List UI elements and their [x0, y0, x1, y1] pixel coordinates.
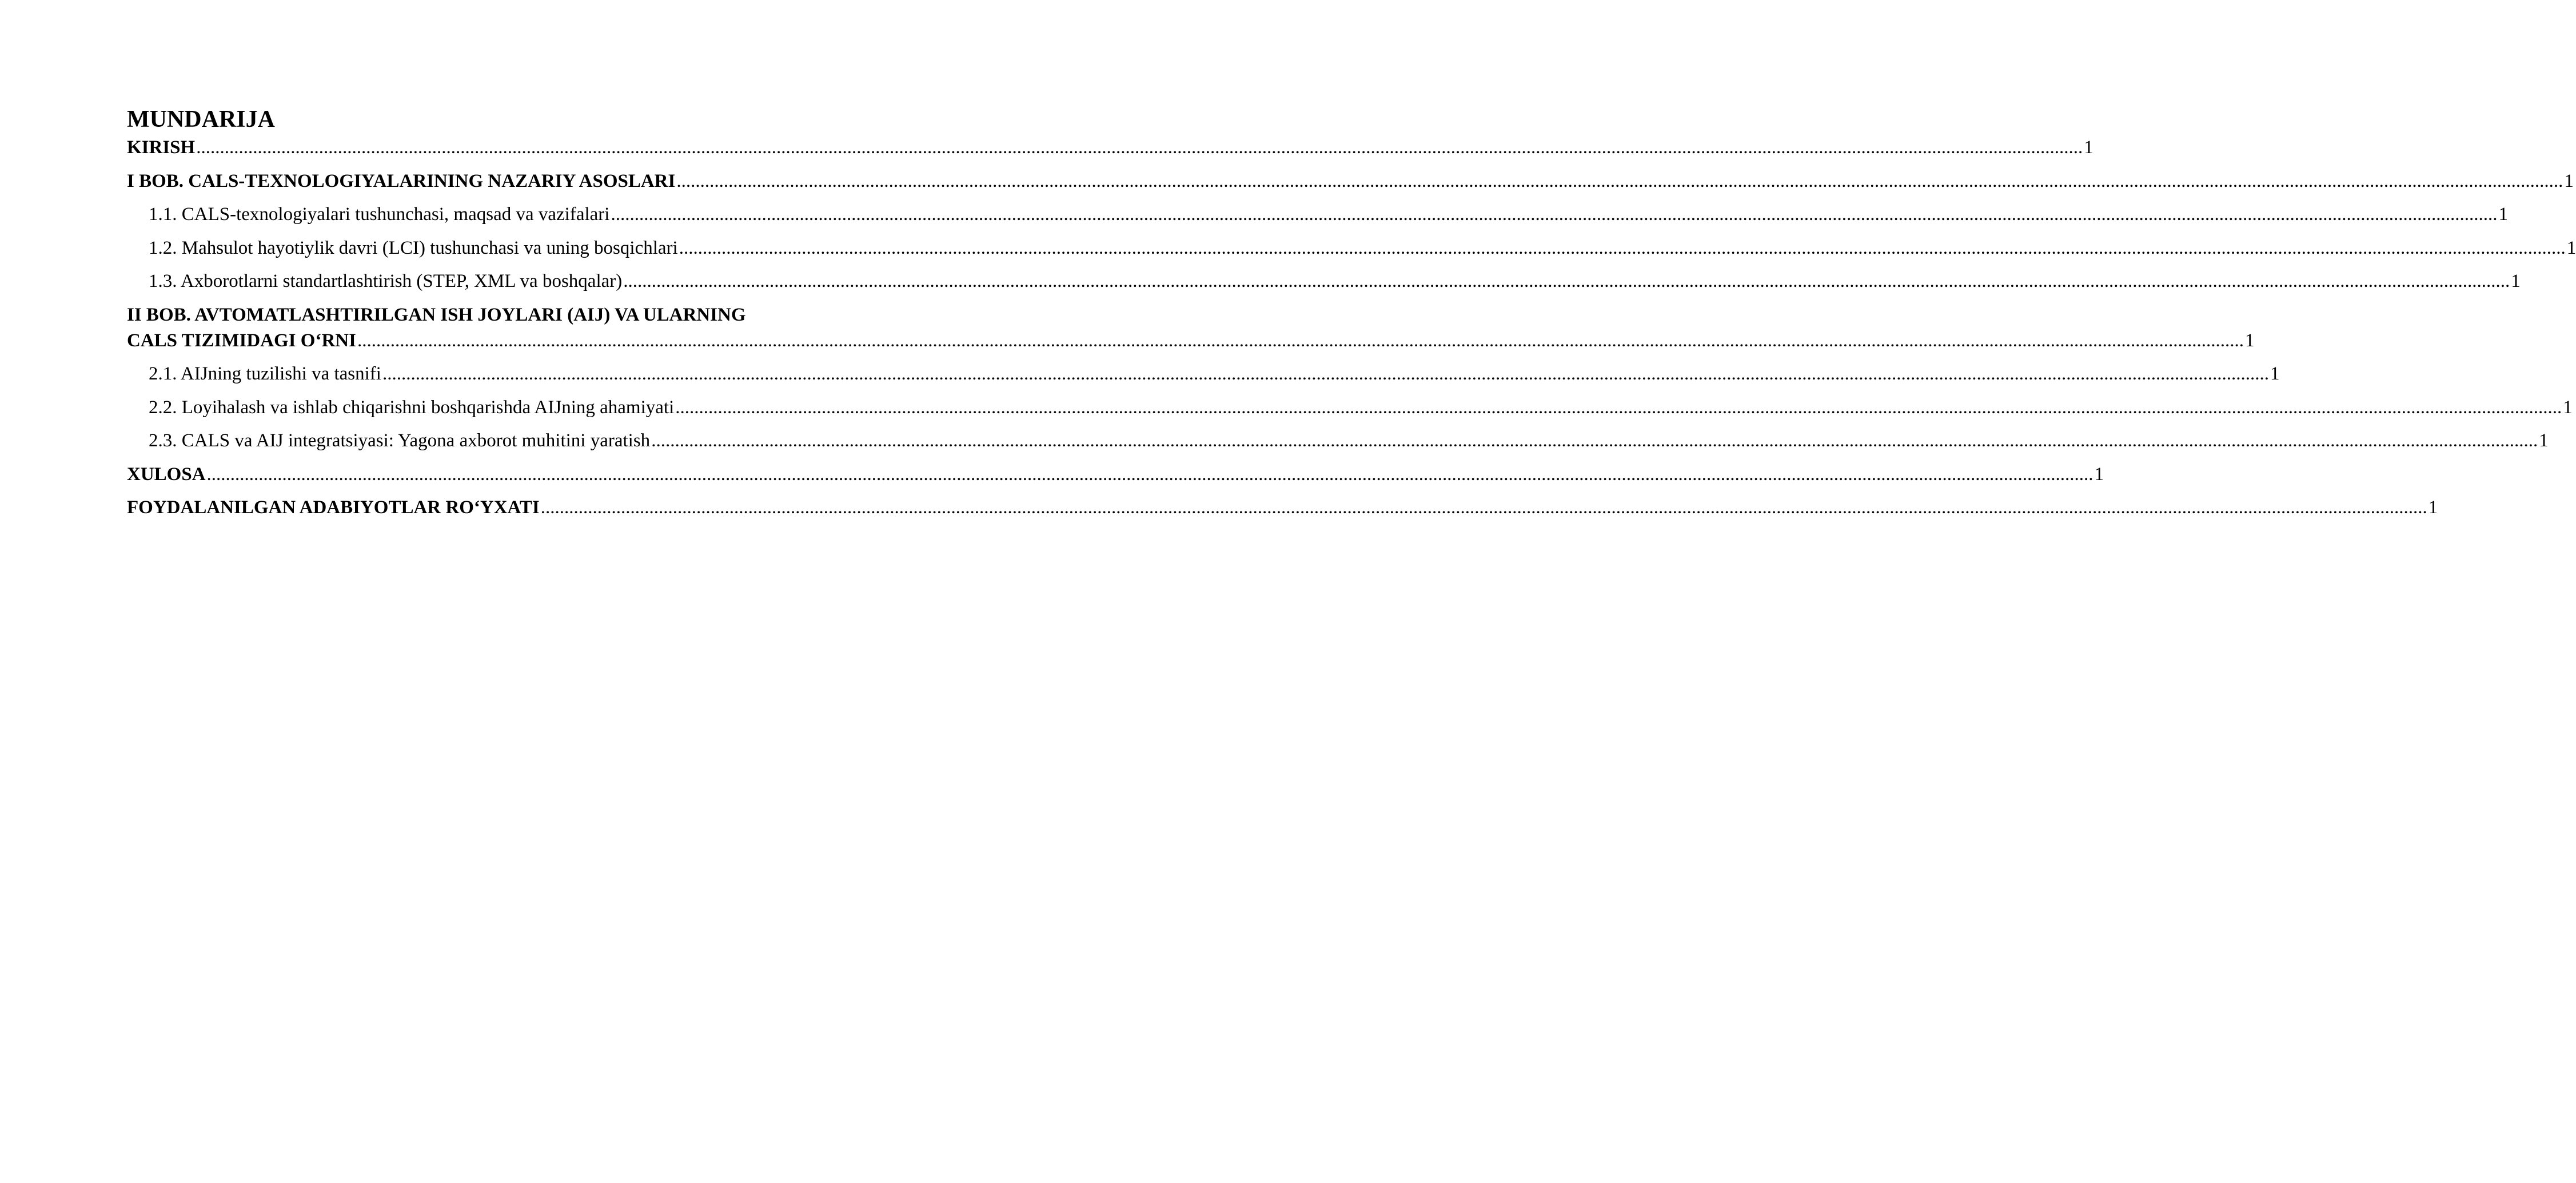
toc-page-number: 1 [2564, 170, 2574, 191]
toc-leader-dots: ................................................................................................................................................................................................................................................................................................................................................................................................................ [357, 330, 2244, 351]
toc-page-number: 1 [2428, 497, 2438, 518]
toc-entry-label: 2.1. AIJning tuzilishi va tasnifi [149, 363, 381, 384]
toc-leader-dots: ................................................................................................................................................................................................................................................................................................................................................................................................................ [206, 463, 2094, 485]
toc-page-number: 1 [2270, 363, 2280, 384]
toc-leader-dots: ................................................................................................................................................................................................................................................................................................................................................................................................................ [623, 271, 2510, 291]
toc-entry-section-2-1[interactable] [127, 361, 2280, 387]
toc-leader-dots: ................................................................................................................................................................................................................................................................................................................................................................................................................ [540, 497, 2427, 518]
toc-leader-dots: ................................................................................................................................................................................................................................................................................................................................................................................................................ [679, 237, 2566, 258]
toc-page-number: 1 [2084, 137, 2094, 158]
toc-entry-label: 2.2. Loyihalash va ishlab chiqarishni boshqarishda AIJning ahamiyati [149, 397, 675, 418]
toc-entry-label: 1.2. Mahsulot hayotiylik davri (LCI) tushunchasi va uning bosqichlari [149, 237, 678, 258]
toc-entry-chapter-1[interactable] [127, 169, 2574, 194]
toc-entry-section-2-2[interactable] [127, 395, 2573, 421]
toc-page-number: 1 [2094, 463, 2104, 485]
toc-page-number: 1 [2566, 237, 2576, 258]
toc-entry-section-1-3[interactable] [127, 269, 2521, 294]
toc-entry-section-1-2[interactable] [127, 235, 2576, 261]
toc-page-number: 1 [2563, 397, 2573, 418]
toc-entry-label: I BOB. CALS-TEXNOLOGIYALARINING NAZARIY ASOSLARI [127, 170, 676, 191]
toc-entry-label: KIRISH [127, 137, 196, 158]
toc-page-number: 1 [2244, 330, 2255, 351]
toc-leader-dots: ................................................................................................................................................................................................................................................................................................................................................................................................................ [651, 430, 2538, 451]
toc-entry-label-line1: II BOB. AVTOMATLASHTIRILGAN ISH JOYLARI (AIJ) VA ULARNING [127, 304, 746, 325]
toc-entry-label: 1.1. CALS-texnologiyalari tushunchasi, maqsad va vazifalari [149, 204, 610, 225]
toc-entry-chapter-2[interactable] [127, 302, 2255, 354]
toc-entry-label-line2: CALS TIZIMIDAGI O‘RNI [127, 330, 356, 351]
toc-leader-dots: ................................................................................................................................................................................................................................................................................................................................................................................................................ [676, 170, 2563, 191]
toc-entry-line2 [127, 328, 2255, 354]
toc-entry-references[interactable] [127, 495, 2438, 521]
toc-page-number: 1 [2539, 430, 2549, 451]
toc-entry-label: FOYDALANILGAN ADABIYOTLAR RO‘YXATI [127, 497, 540, 518]
toc-entry-section-1-1[interactable] [127, 202, 2508, 227]
toc-leader-dots: ................................................................................................................................................................................................................................................................................................................................................................................................................ [382, 363, 2269, 384]
toc-leader-dots: ................................................................................................................................................................................................................................................................................................................................................................................................................ [196, 137, 2083, 158]
toc-page-number: 1 [2511, 271, 2521, 291]
toc-entry-kirish[interactable] [127, 135, 2094, 161]
toc-leader-dots: ................................................................................................................................................................................................................................................................................................................................................................................................................ [675, 397, 2562, 418]
toc-entry-label: XULOSA [127, 463, 206, 485]
toc-entry-label: 1.3. Axborotlarni standartlashtirish (STEP, XML va boshqalar) [149, 271, 623, 291]
toc-entry-section-2-3[interactable] [127, 428, 2549, 454]
toc-entry-xulosa[interactable] [127, 462, 2104, 487]
toc-leader-dots: ................................................................................................................................................................................................................................................................................................................................................................................................................ [611, 204, 2498, 225]
toc-page-number: 1 [2498, 204, 2508, 225]
table-of-contents [127, 104, 2576, 529]
toc-title: MUNDARIJA [127, 106, 275, 133]
toc-entry-label: 2.3. CALS va AIJ integratsiyasi: Yagona axborot muhitini yaratish [149, 430, 651, 451]
